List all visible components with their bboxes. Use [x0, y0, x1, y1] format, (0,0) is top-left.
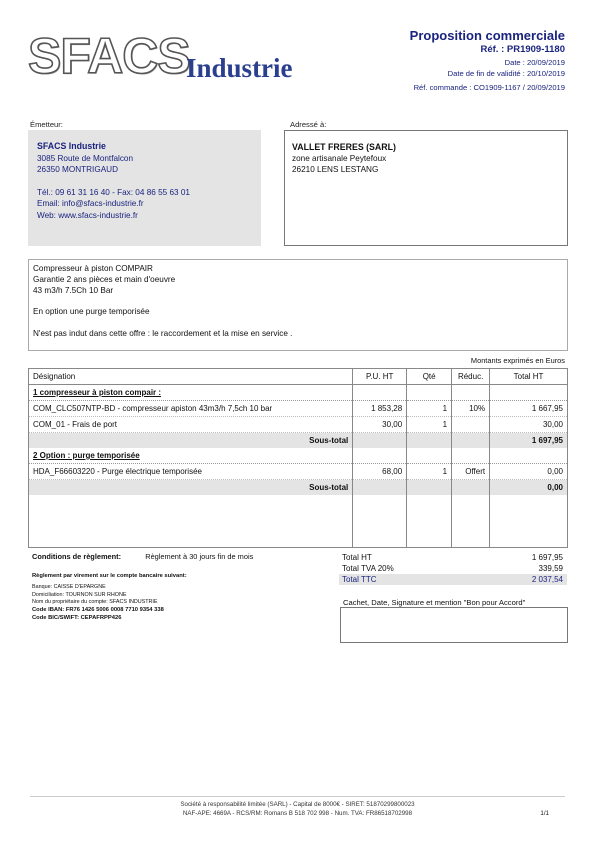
signature-box[interactable] — [340, 607, 568, 643]
emitter-phone: Tél.: 09 61 31 16 40 - Fax: 04 86 55 63 01 — [37, 187, 190, 197]
row-reduc: 10% — [452, 401, 490, 417]
row-pu: 68,00 — [353, 464, 407, 480]
section-title-row — [29, 448, 568, 464]
description-box — [28, 259, 568, 351]
signature-label: Cachet, Date, Signature et mention "Bon pour Accord" — [343, 598, 526, 607]
total-tva-value: 339,59 — [538, 564, 563, 573]
row-reduc: Offert — [452, 464, 490, 480]
footer-divider — [30, 796, 565, 797]
conditions-value: Règlement à 30 jours fin de mois — [145, 552, 254, 561]
logo-sfacs: SFACS — [28, 28, 190, 84]
row-qty: 1 — [407, 417, 452, 433]
row-total: 0,00 — [490, 464, 568, 480]
company-logo — [28, 30, 318, 90]
totals-block — [339, 552, 567, 585]
description-line: 43 m3/h 7.5Ch 10 Bar — [33, 285, 114, 295]
description-line: En option une purge temporisée — [33, 307, 150, 317]
row-total: 30,00 — [490, 417, 568, 433]
subtotal-value: 0,00 — [490, 480, 568, 496]
conditions-label: Conditions de règlement: — [32, 552, 122, 561]
total-ht-value: 1 697,95 — [531, 553, 563, 562]
document-title: Proposition commerciale — [409, 28, 565, 43]
currency-note: Montants exprimés en Euros — [470, 356, 565, 365]
recipient-address1: zone artisanale Peytefoux — [292, 154, 387, 163]
header-qty: Qté — [407, 369, 452, 385]
section-title: 1 compresseur à piston compair : — [29, 385, 353, 401]
table-row — [29, 464, 568, 480]
emitter-address2: 26350 MONTRIGAUD — [37, 165, 118, 174]
total-ht-row — [339, 552, 567, 563]
bank-owner: Nom du propriétaire du compte: SFACS INDUSTRIE — [32, 599, 158, 605]
description-line: Compresseur à piston COMPAIR — [33, 264, 153, 273]
row-qty: 1 — [407, 464, 452, 480]
emitter-address1: 3085 Route de Montfalcon — [37, 153, 134, 163]
table-header — [29, 369, 568, 385]
footer-line2: NAF-APE: 4669A - RCS/RM: Romans B 518 702 998 - Num. TVA: FR86518702998 — [182, 810, 413, 817]
section-title: 2 Option : purge temporisée — [29, 448, 353, 464]
row-pu: 1 853,28 — [353, 401, 407, 417]
row-qty: 1 — [407, 401, 452, 417]
recipient-name: VALLET FRERES (SARL) — [292, 142, 396, 152]
logo-industrie: Industrie — [186, 53, 293, 83]
row-pu: 30,00 — [353, 417, 407, 433]
items-table — [28, 368, 568, 548]
proposal-date: Date : 20/09/2019 — [504, 58, 565, 67]
header-pu: P.U. HT — [353, 369, 407, 385]
recipient-address2: 26210 LENS LESTANG — [292, 165, 379, 174]
total-ttc-value: 2 037,54 — [531, 575, 563, 584]
recipient-box — [284, 130, 568, 246]
row-total: 1 667,95 — [490, 401, 568, 417]
row-designation: HDA_F66603220 - Purge électrique temporisée — [29, 464, 353, 480]
bank-iban: Code IBAN: FR76 1426 5006 0008 7710 9354 338 — [32, 607, 164, 613]
subtotal-label: Sous-total — [29, 480, 353, 496]
header-reduc: Réduc. — [452, 369, 490, 385]
page-number: 1/1 — [540, 810, 549, 817]
subtotal-label: Sous-total — [29, 433, 353, 449]
emitter-web: Web: www.sfacs-industrie.fr — [37, 210, 138, 220]
emitter-box — [28, 130, 261, 246]
total-ht-label: Total HT — [342, 553, 372, 562]
table-row — [29, 417, 568, 433]
table-row — [29, 401, 568, 417]
payment-conditions — [32, 552, 253, 561]
row-designation: COM_CLC507NTP-BD - compresseur apiston 43m3/h 7,5ch 10 bar — [29, 401, 353, 417]
table-filler — [29, 495, 568, 548]
bank-domiciliation: Domiciliation: TOURNON SUR RHONE — [32, 592, 127, 598]
order-ref: Réf. commande : CO1909-1167 / 20/09/2019 — [413, 83, 565, 92]
header-designation: Désignation — [29, 369, 353, 385]
total-ttc-label: Total TTC — [342, 575, 377, 584]
section-title-row — [29, 385, 568, 401]
subtotal-row — [29, 433, 568, 449]
total-ttc-row — [339, 574, 567, 585]
description-line: N'est pas indut dans cette offre : le raccordement et la mise en service . — [33, 328, 293, 338]
bank-title: Règlement par virement sur le compte bancaire suivant: — [32, 573, 187, 579]
emitter-email: Email: info@sfacs-industrie.fr — [37, 199, 144, 208]
total-tva-row — [339, 563, 567, 574]
header-total: Total HT — [490, 369, 568, 385]
recipient-label: Adressé à: — [290, 120, 327, 129]
subtotal-row — [29, 480, 568, 496]
validity-date: Date de fin de validité : 20/10/2019 — [447, 69, 565, 78]
description-line: Garantie 2 ans pièces et main d'oeuvre — [33, 274, 176, 284]
row-reduc — [452, 417, 490, 433]
bank-name: Banque: CAISSE D'EPARGNE — [32, 584, 106, 590]
emitter-label: Émetteur: — [30, 120, 63, 129]
subtotal-value: 1 697,95 — [490, 433, 568, 449]
row-designation: COM_01 - Frais de port — [29, 417, 353, 433]
total-tva-label: Total TVA 20% — [342, 564, 394, 573]
emitter-name: SFACS Industrie — [37, 141, 106, 151]
proposal-ref: Réf. : PR1909-1180 — [480, 44, 565, 55]
bank-bic: Code BIC/SWIFT: CEPAFRPP426 — [32, 615, 122, 621]
footer-line1: Société à responsabilité limitée (SARL) - Capital de 8000€ - SIRET: 51870299800023 — [180, 801, 415, 808]
